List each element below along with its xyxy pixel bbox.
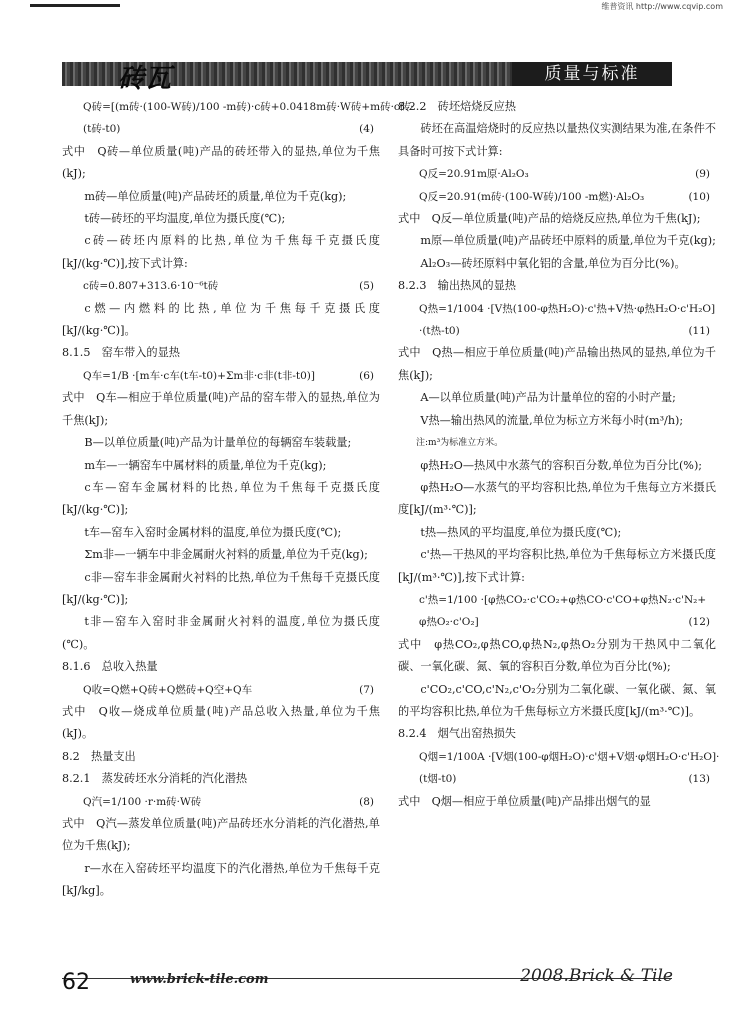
left-column [62, 96, 414, 903]
paragraph: B—以单位质量(吨)产品为计量单位的每辆窑车装载量; [84, 436, 352, 450]
equation-number: (12) [688, 616, 710, 629]
equation-number: (9) [695, 168, 710, 181]
footer-brand: 2008.Brick & Tile [520, 966, 673, 986]
paragraph: m原—单位质量(吨)产品砖坯中原料的质量,单位为千克(kg); [420, 234, 716, 248]
section-title: 质量与标准 [512, 62, 672, 86]
formula-line [398, 611, 716, 633]
section-heading: 8.2.3 输出热风的显热 [398, 279, 516, 293]
paragraph: t砖—砖坯的平均温度,单位为摄氏度(℃); [84, 212, 286, 226]
paragraph: Al₂O₃—砖坯原料中氧化铝的含量,单位为百分比(%)。 [420, 256, 686, 270]
formula-text: c'热=1/100 ·[φ热CO₂·c'CO₂+φ热CO·c'CO+φ热N₂·c'N₂+ [419, 593, 707, 606]
equation-number: (10) [688, 190, 710, 203]
formula-text: Q反=20.91m原·Al₂O₃ [419, 168, 529, 181]
section-heading: 8.2.2 砖坯焙烧反应热 [398, 100, 516, 113]
equation-number: (7) [359, 683, 374, 696]
definition-lead: 式中 Q汽—蒸发单位质量(吨)产品砖坯水分消耗的汽化潜热,单位为千焦(kJ); [62, 817, 380, 853]
formula-line [62, 679, 380, 701]
formula-text: Q砖=[(m砖·(100-W砖)/100 -m砖)·c砖+0.0418m砖·W砖+m砖·c砖· [83, 101, 414, 113]
formula-line [398, 768, 716, 790]
equation-number: (13) [688, 773, 710, 786]
formula-text: Q反=20.91(m砖·(100-W砖)/100 -m燃)·Al₂O₃ [419, 190, 645, 203]
definition-lead: 式中 Q车—相应于单位质量(吨)产品的窑车带入的显热,单位为千焦(kJ); [62, 391, 380, 427]
formula-line [398, 298, 716, 320]
paragraph: r—水在入窑砖坯平均温度下的汽化潜热,单位为千焦每千克[kJ/kg]。 [62, 861, 380, 898]
equation-number: (11) [688, 325, 710, 338]
paragraph: c砖—砖坯内原料的比热,单位为千焦每千克摄氏度[kJ/(kg·℃)],按下式计算: [62, 234, 380, 270]
paragraph: A—以单位质量(吨)产品为计量单位的窑的小时产量; [420, 391, 676, 405]
source-watermark: 维普资讯 http://www.cqvip.com [601, 2, 723, 11]
section-heading: 8.2.1 蒸发砖坯水分消耗的汽化潜热 [62, 772, 248, 786]
definition-lead: 式中 Q烟—相应于单位质量(吨)产品排出烟气的显 [398, 794, 651, 808]
top-strip [0, 0, 737, 14]
definition-lead: 式中 Q热—相应于单位质量(吨)产品输出热风的显热,单位为千焦(kJ); [398, 346, 716, 382]
formula-text: Q车=1/B ·[m车·c车(t车-t0)+Σm非·c非(t非-t0)] [83, 369, 315, 382]
paragraph: c'热—干热风的平均容积比热,单位为千焦每标立方米摄氏度[kJ/(m³·℃)],按下式计算: [398, 548, 716, 584]
paragraph: c车—窑车金属材料的比热,单位为千焦每千克摄氏度[kJ/(kg·℃)]; [62, 480, 380, 517]
formula-text: ·(t热-t0) [419, 325, 460, 338]
paragraph: φ热H₂O—热风中水蒸气的容积百分数,单位为百分比(%); [420, 458, 703, 472]
paragraph: c非—窑车非金属耐火衬料的比热,单位为千焦每千克摄氏度[kJ/(kg·℃)]; [62, 570, 380, 606]
paragraph: c'CO₂,c'CO,c'N₂,c'O₂分别为二氧化碳、一氧化碳、氮、氧的平均容积比热,单位为千焦每标立方米摄氏度[kJ/(m³·℃)]。 [398, 682, 716, 718]
formula-line [398, 320, 716, 342]
definition-lead: 式中 Q反—单位质量(吨)产品的焙烧反应热,单位为千焦(kJ); [398, 212, 701, 226]
equation-number: (6) [359, 369, 374, 382]
page-number: 62 [62, 970, 90, 995]
section-heading: 8.1.5 窑车带入的显热 [62, 346, 180, 360]
formula-line [62, 365, 380, 387]
paragraph: m砖—单位质量(吨)产品砖坯的质量,单位为千克(kg); [84, 189, 347, 203]
formula-text: Q收=Q燃+Q砖+Q燃砖+Q空+Q车 [83, 683, 253, 696]
section-heading: 8.2.4 烟气出窑热损失 [398, 727, 516, 741]
formula-text: Q汽=1/100 ·r·m砖·W砖 [83, 795, 202, 808]
right-column [398, 96, 720, 813]
formula-text: c砖=0.807+313.6·10⁻⁶t砖 [83, 280, 219, 293]
paragraph: t非—窑车入窑时非金属耐火衬料的温度,单位为摄氏度(℃)。 [62, 615, 380, 651]
equation-number: (8) [359, 795, 374, 808]
formula-line [398, 589, 716, 611]
definition-lead: 式中 Q砖—单位质量(吨)产品的砖坯带入的显热,单位为千焦(kJ); [62, 144, 380, 181]
paragraph: Σm非—一辆车中非金属耐火衬料的质量,单位为千克(kg); [84, 548, 368, 562]
formula-text: (t烟-t0) [419, 773, 457, 786]
equation-number: (4) [359, 123, 374, 136]
formula-line [62, 118, 380, 140]
paragraph: m车—一辆窑车中属材料的质量,单位为千克(kg); [84, 458, 327, 472]
footnote: 注:m³为标准立方米。 [416, 438, 504, 449]
formula-text: Q烟=1/100A ·[V烟(100-φ烟H₂O)·c'烟+V烟·φ烟H₂O·c'H₂O]· [419, 750, 720, 763]
formula-text: Q热=1/1004 ·[V热(100-φ热H₂O)·c'热+V热·φ热H₂O·c'H₂O] [419, 302, 716, 315]
paragraph: V热—输出热风的流量,单位为标立方米每小时(m³/h); [420, 413, 684, 427]
top-rule [30, 4, 120, 7]
paragraph: c燃—内燃料的比热,单位为千焦每千克摄氏度[kJ/(kg·℃)]。 [62, 301, 380, 338]
equation-number: (5) [359, 280, 374, 293]
footer-url: www.brick-tile.com [130, 972, 269, 987]
journal-logo: 砖瓦 [118, 64, 173, 94]
formula-line [398, 163, 716, 185]
formula-line [62, 791, 380, 813]
definition-lead: 式中 φ热CO₂,φ热CO,φ热N₂,φ热O₂分别为干热风中二氧化碳、一氧化碳、氮、氧的容积百分数,单位为百分比(%); [398, 637, 716, 674]
definition-lead: 式中 Q收—烧成单位质量(吨)产品总收入热量,单位为千焦(kJ)。 [62, 704, 380, 741]
section-heading: 8.1.6 总收入热量 [62, 660, 158, 674]
paragraph: t热—热风的平均温度,单位为摄氏度(℃); [420, 525, 622, 539]
paragraph: φ热H₂O—水蒸气的平均容积比热,单位为千焦每立方米摄氏度[kJ/(m³·℃)]; [398, 480, 716, 517]
paragraph: 砖坯在高温焙烧时的反应热以量热仪实测结果为准,在条件不具备时可按下式计算: [398, 122, 716, 158]
formula-text: φ热O₂·c'O₂] [419, 616, 479, 629]
section-banner [62, 62, 672, 94]
section-heading: 8.2 热量支出 [62, 749, 136, 763]
formula-line [398, 186, 716, 208]
formula-text: (t砖-t0) [83, 123, 121, 136]
paragraph: t车—窑车入窑时金属材料的温度,单位为摄氏度(℃); [84, 525, 342, 539]
formula-line [398, 746, 720, 768]
formula-line [62, 96, 414, 118]
formula-line [62, 275, 380, 297]
